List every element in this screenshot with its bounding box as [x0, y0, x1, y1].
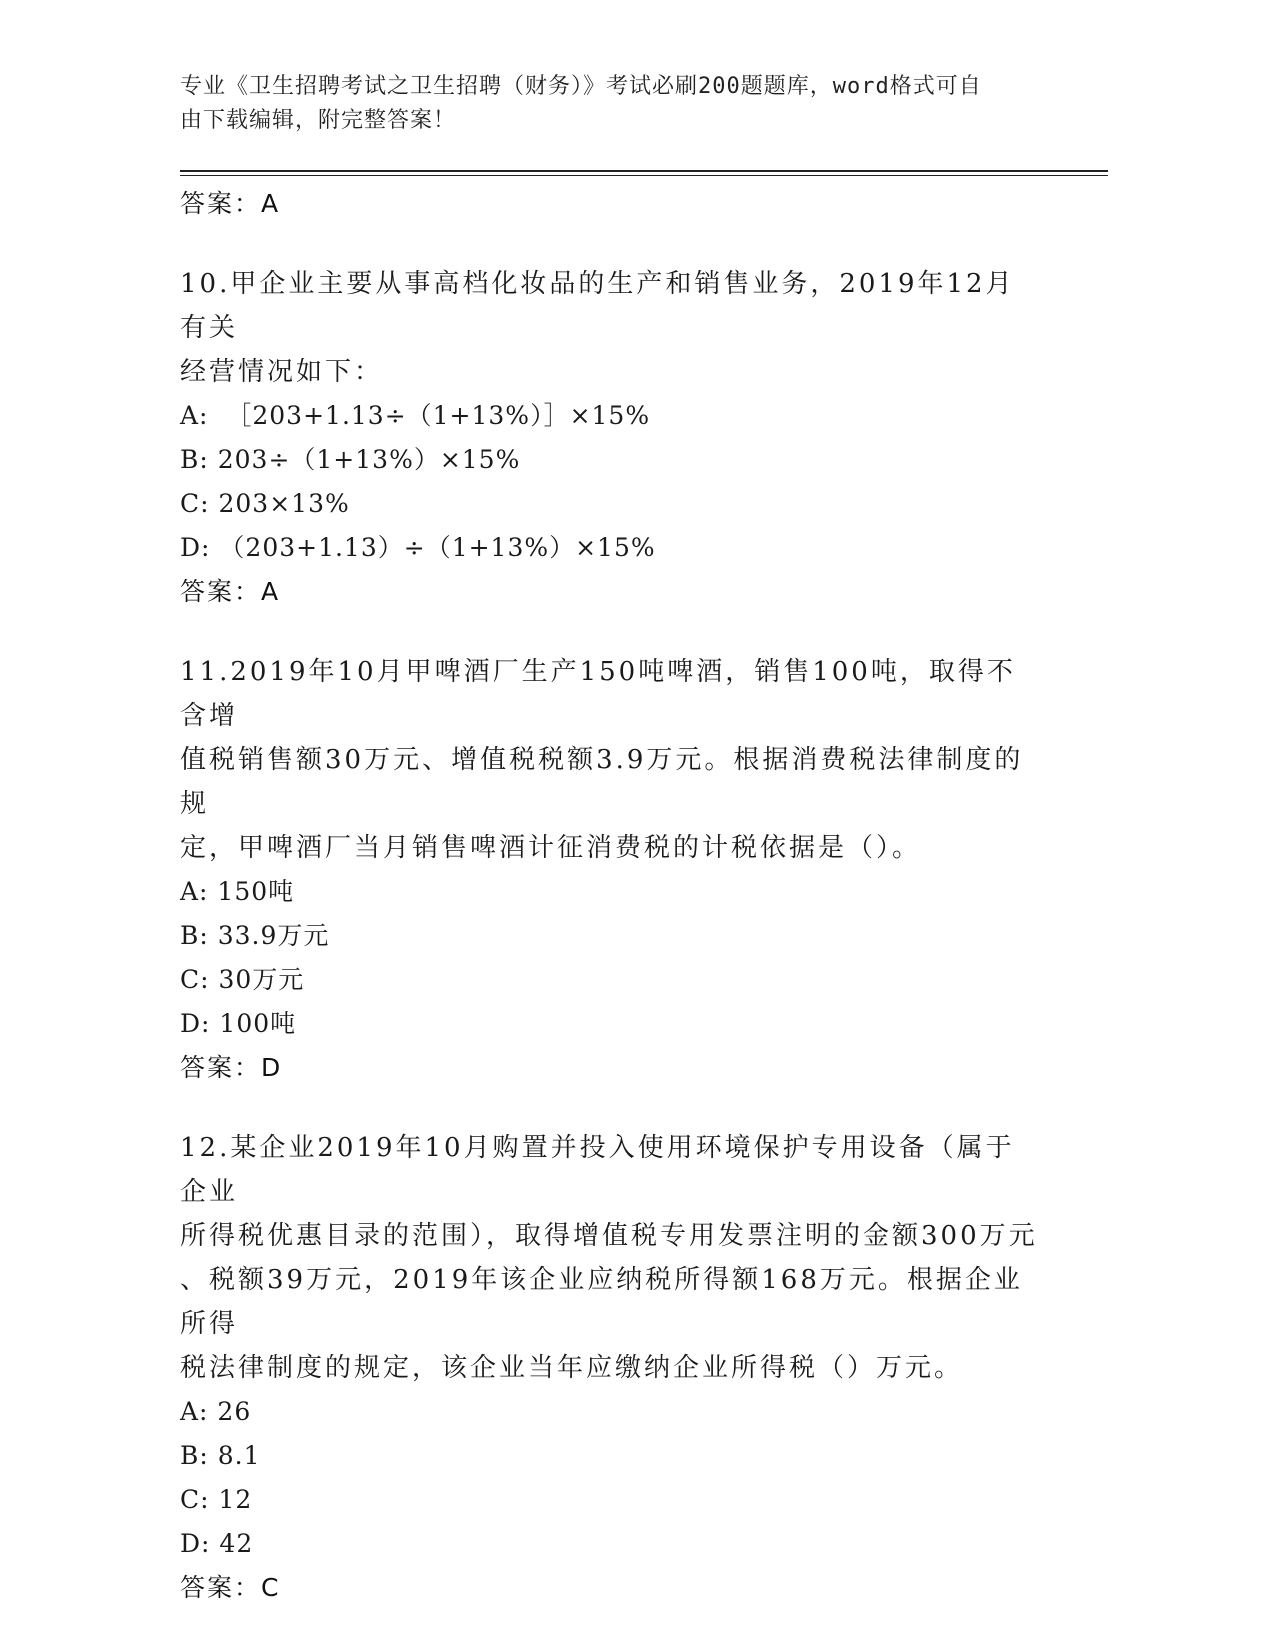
option-b: B: 33.9万元: [180, 921, 330, 950]
question-stem-line: 经营情况如下：: [180, 357, 384, 387]
question-10: [180, 262, 1040, 614]
option-c: C: 12: [180, 1485, 253, 1514]
header-divider-thin: [180, 175, 1108, 176]
question-answer: 答案：C: [180, 1573, 281, 1602]
question-answer: 答案：A: [180, 577, 281, 606]
option-c: C: 30万元: [180, 965, 305, 994]
document-content: [180, 182, 1040, 1610]
header-line-1: 专业《卫生招聘考试之卫生招聘（财务）》考试必刷200题题库，word格式可自: [180, 74, 982, 99]
header-divider-thick: [180, 170, 1108, 172]
question-stem-line: 10.甲企业主要从事高档化妆品的生产和销售业务，2019年12月有关: [180, 269, 1015, 343]
question-stem-line: 定，甲啤酒厂当月销售啤酒计征消费税的计税依据是（）。: [180, 833, 922, 863]
document-header: [180, 70, 1040, 138]
question-12: [180, 1126, 1040, 1610]
option-d: D: 42: [180, 1529, 254, 1558]
option-c: C: 203×13%: [180, 489, 350, 518]
header-line-2: 由下载编辑，附完整答案！: [180, 108, 457, 133]
question-11: [180, 650, 1040, 1090]
previous-answer: 答案：A: [180, 189, 281, 218]
question-stem-line: 所得税优惠目录的范围），取得增值税专用发票注明的金额300万元: [180, 1221, 1038, 1251]
question-stem-line: 税法律制度的规定，该企业当年应缴纳企业所得税（）万元。: [180, 1353, 964, 1383]
question-answer: 答案：D: [180, 1053, 283, 1082]
question-stem-line: 、税额39万元，2019年该企业应纳税所得额168万元。根据企业所得: [180, 1265, 1023, 1339]
option-a: A: 26: [180, 1397, 252, 1426]
question-stem-line: 12.某企业2019年10月购置并投入使用环境保护专用设备（属于企业: [180, 1133, 1015, 1207]
question-stem-line: 值税销售额30万元、增值税税额3.9万元。根据消费税法律制度的规: [180, 745, 1024, 819]
option-a: A: ［203+1.13÷（1+13%）］×15%: [180, 401, 651, 430]
option-d: D: （203+1.13）÷（1+13%）×15%: [180, 533, 656, 562]
option-d: D: 100吨: [180, 1009, 297, 1038]
option-b: B: 8.1: [180, 1441, 261, 1470]
option-a: A: 150吨: [180, 877, 295, 906]
option-b: B: 203÷（1+13%）×15%: [180, 445, 521, 474]
question-stem-line: 11.2019年10月甲啤酒厂生产150吨啤酒，销售100吨，取得不含增: [180, 657, 1016, 731]
